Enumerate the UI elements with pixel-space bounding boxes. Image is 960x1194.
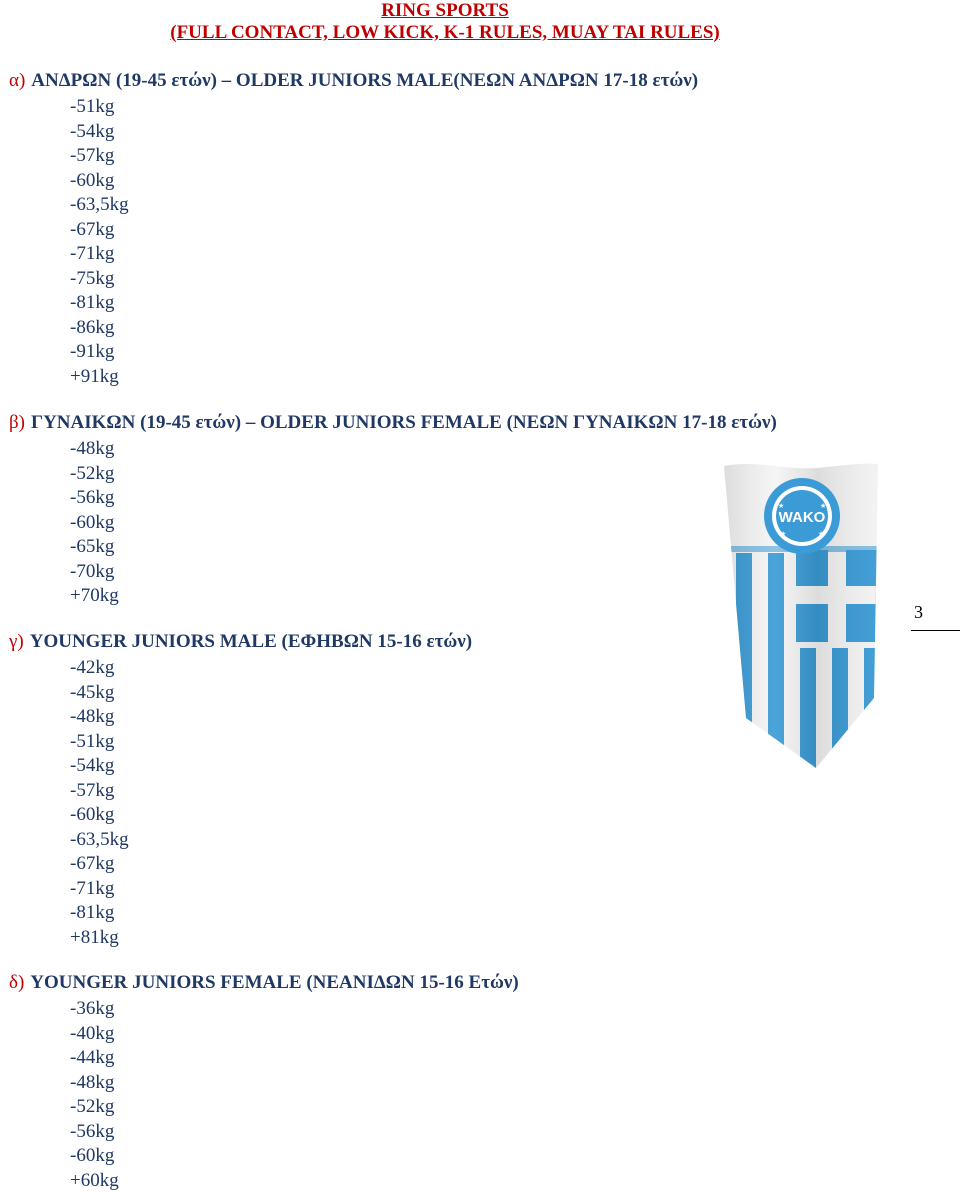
weight-item: -60kg xyxy=(70,804,115,825)
section-letter: γ) xyxy=(9,631,24,652)
section-heading xyxy=(9,412,777,434)
weight-item: -60kg xyxy=(70,169,115,191)
weight-item: -71kg xyxy=(70,877,115,899)
weight-item: +81kg xyxy=(70,926,119,948)
weight-item: -52kg xyxy=(70,1096,115,1117)
weight-item: -81kg xyxy=(70,292,115,313)
section-title: YOUNGER JUNIORS FEMALE (ΝΕΑΝΙΔΩΝ 15-16 Ετών) xyxy=(30,972,519,993)
document-subtitle: (FULL CONTACT, LOW KICK, K-1 RULES, MUAY TAI RULES) xyxy=(170,22,720,43)
document-header xyxy=(0,0,890,44)
weight-list xyxy=(70,95,129,389)
weight-item: -75kg xyxy=(70,267,115,289)
weight-item: -86kg xyxy=(70,316,115,338)
wako-greek-flag-emblem xyxy=(716,458,886,773)
weight-item: -56kg xyxy=(70,487,115,508)
section-title: ΓΥΝΑΙΚΩΝ (19-45 ετών) – OLDER JUNIORS FEMALE (ΝΕΩΝ ΓΥΝΑΙΚΩΝ 17-18 ετών) xyxy=(31,412,777,433)
page-number: 3 xyxy=(914,602,923,622)
weight-item: -45kg xyxy=(70,681,115,703)
weight-item: -54kg xyxy=(70,755,115,776)
weight-item: +91kg xyxy=(70,365,119,387)
section-heading xyxy=(9,972,519,994)
weight-item: -48kg xyxy=(70,1071,115,1093)
wako-logo-icon xyxy=(764,478,840,554)
weight-item: -60kg xyxy=(70,511,115,533)
weight-item: -63,5kg xyxy=(70,194,129,215)
weight-list xyxy=(70,437,119,609)
section-title: ΑΝΔΡΩΝ (19-45 ετών) – OLDER JUNIORS MALE(ΝΕΩΝ ΑΝΔΡΩΝ 17-18 ετών) xyxy=(31,70,699,91)
section-letter: β) xyxy=(9,412,25,433)
section-letter: δ) xyxy=(9,972,25,993)
weight-item: -40kg xyxy=(70,1022,115,1044)
weight-item: -67kg xyxy=(70,853,115,874)
weight-list xyxy=(70,656,129,950)
weight-item: -91kg xyxy=(70,341,115,362)
section-heading xyxy=(9,70,698,92)
weight-item: -36kg xyxy=(70,998,115,1019)
weight-item: -71kg xyxy=(70,243,115,264)
weight-item: -65kg xyxy=(70,536,115,557)
weight-item: -48kg xyxy=(70,706,115,727)
svg-text:★: ★ xyxy=(780,530,787,538)
weight-item: -67kg xyxy=(70,218,115,240)
weight-item: -48kg xyxy=(70,438,115,459)
weight-item: -44kg xyxy=(70,1047,115,1068)
weight-item: -63,5kg xyxy=(70,828,129,850)
svg-text:★: ★ xyxy=(818,530,825,538)
weight-item: -51kg xyxy=(70,96,115,117)
weight-item: -52kg xyxy=(70,462,115,484)
weight-item: -42kg xyxy=(70,657,115,678)
weight-item: -60kg xyxy=(70,1145,115,1166)
weight-item: -81kg xyxy=(70,902,115,923)
weight-item: -54kg xyxy=(70,120,115,142)
section-title: YOUNGER JUNIORS MALE (ΕΦΗΒΩΝ 15-16 ετών) xyxy=(29,631,473,652)
section-letter: α) xyxy=(9,70,26,91)
weight-item: -51kg xyxy=(70,730,115,752)
weight-item: -57kg xyxy=(70,779,115,801)
svg-text:WAKO: WAKO xyxy=(778,509,826,526)
page-number-rule xyxy=(911,630,960,631)
document-title: RING SPORTS xyxy=(381,0,509,21)
svg-text:★: ★ xyxy=(778,502,785,510)
weight-item: -70kg xyxy=(70,560,115,582)
weight-item: +70kg xyxy=(70,585,119,606)
weight-list xyxy=(70,997,119,1193)
weight-item: -57kg xyxy=(70,145,115,166)
flag-banner-graphic xyxy=(716,458,886,773)
weight-item: +60kg xyxy=(70,1169,119,1191)
svg-text:★: ★ xyxy=(820,502,827,510)
section-heading xyxy=(9,631,472,653)
weight-item: -56kg xyxy=(70,1120,115,1142)
